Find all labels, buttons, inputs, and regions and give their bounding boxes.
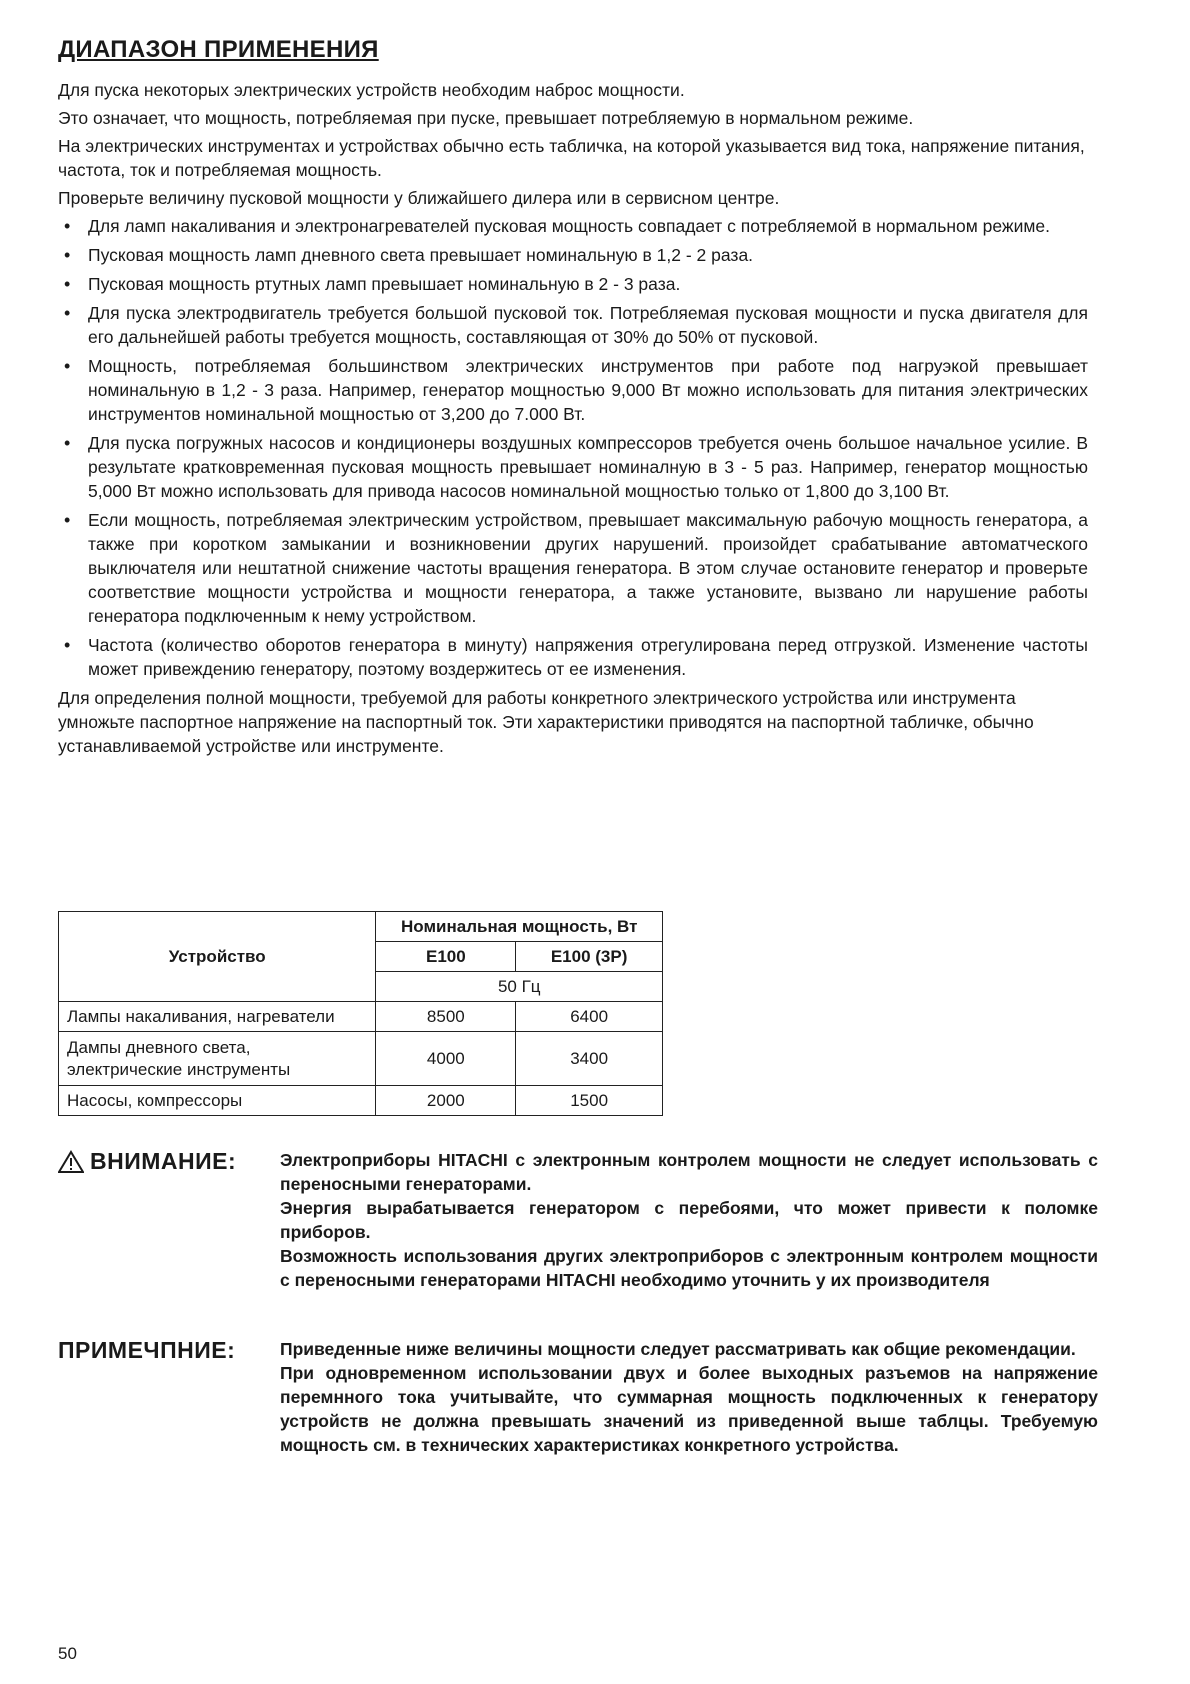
bullet-list	[58, 214, 1088, 681]
note-block	[58, 1337, 1098, 1457]
value-cell: 6400	[516, 1002, 663, 1032]
table-row	[59, 1086, 663, 1116]
value-cell: 3400	[516, 1032, 663, 1086]
value-cell: 4000	[376, 1032, 516, 1086]
bullet-item: • Мощность, потребляемая большинством электрических инструментов при работе под нагруэкой превышает номинальную в 1,2 - 3 раза. Например, генератор мощностью 9,000 Вт можно использовать для питания электрических инструментов номинальной мощностью от 3,200 до 7.000 Вт.	[58, 354, 1088, 426]
note-paragraph: При одновременном использовании двух и более выходных разъемов на напряжение перемнного тока учитывайте, что суммарная мощность подключенных к генератору устройств не должна превышать значений из приведенной выше таблцы. Требуемую мощность см. в технических характеристиках конкретного устройства.	[280, 1363, 1098, 1455]
value-cell: 2000	[376, 1086, 516, 1116]
model-header-e100: E100	[376, 942, 516, 972]
note-label-wrap	[58, 1337, 280, 1457]
warning-block	[58, 1148, 1098, 1292]
table-row	[59, 1032, 663, 1086]
value-cell: 1500	[516, 1086, 663, 1116]
warning-paragraph: Энергия вырабатывается генератором с перебоями, что может привести к поломке приборов.	[280, 1198, 1098, 1242]
model-header-e100-3p: E100 (3P)	[516, 942, 663, 972]
page-number: 50	[58, 1644, 77, 1663]
device-cell: Дампы дневного света, электрические инструменты	[59, 1032, 376, 1086]
table-row	[59, 1002, 663, 1032]
device-cell: Насосы, компрессоры	[59, 1086, 376, 1116]
intro-paragraph: Для пуска некоторых электрических устройств необходим наброс мощности.	[58, 80, 685, 100]
note-text	[280, 1337, 1098, 1457]
note-label: ПРИМЕЧПНИЕ:	[58, 1337, 236, 1363]
intro-paragraph: На электрических инструментах и устройствах обычно есть табличка, на которой указывается вид тока, напряжение питания, частота, ток и потребляемая мощность.	[58, 136, 1085, 180]
warning-text	[280, 1148, 1098, 1292]
note-paragraph: Приведенные ниже величины мощности следует рассматривать как общие рекомендации.	[280, 1339, 1076, 1359]
warning-label-wrap	[58, 1148, 280, 1292]
bullet-item: • Пусковая мощность ртутных ламп превышает номинальную в 2 - 3 раза.	[58, 272, 1088, 296]
power-header: Номинальная мощность, Вт	[376, 912, 663, 942]
value-cell: 8500	[376, 1002, 516, 1032]
warning-paragraph: Электроприборы HITACHI с электронным контролем мощности не следует использовать с переносными генераторами.	[280, 1150, 1098, 1194]
device-cell: Лампы накаливания, нагреватели	[59, 1002, 376, 1032]
closing-paragraph: Для определения полной мощности, требуемой для работы конкретного электрического устройства или инструмента умножьте паспортное напряжение на паспортный ток. Эти характеристики приводятся на паспортной табличке, обычно устанавливаемой устройстве или инструменте.	[58, 688, 1034, 756]
bullet-item: • Для пуска погружных насосов и кондиционеры воздушных компрессоров требуется очень большое начальное усилие. В результате кратковременная пусковая мощность превышает номиналную в 3 - 5 раз. Например, генератор мощностью 5,000 Вт можно использовать для привода насосов номинальной мощностью только от 1,800 до 3,100 Вт.	[58, 431, 1088, 503]
warning-triangle-icon	[58, 1150, 84, 1174]
frequency-cell: 50 Гц	[376, 972, 663, 1002]
power-table	[58, 911, 663, 1116]
page-title: ДИАПАЗОН ПРИМЕНЕНИЯ	[58, 36, 379, 63]
device-header: Устройство	[59, 912, 376, 1002]
bullet-item: • Пусковая мощность ламп дневного света превышает номинальную в 1,2 - 2 раза.	[58, 243, 1088, 267]
bullet-item: • Если мощность, потребляемая электрическим устройством, превышает максимальную рабочую мощность генератора, а также при коротком замыкании и возникновении других нарушений. произойдет срабатывание автоматческого выключателя или нештатной снижение частоты вращения генератора. В этом случае остановите генератор и проверьте соответствие мощности устройства и мощности генератора, а также установите, вызвано ли нарушение работы генератора подключенным к нему устройством.	[58, 508, 1088, 628]
intro-paragraph: Проверьте величину пусковой мощности у ближайшего дилера или в сервисном центре.	[58, 188, 780, 208]
warning-paragraph: Возможность использования других электроприборов с электронным контролем мощности с переносными генераторами HITACHI необходимо уточнить у их производителя	[280, 1246, 1098, 1290]
bullet-item: • Частота (количество оборотов генератора в минуту) напряжения отрегулирована перед отгрузкой. Изменение частоты может привеждению генератору, поэтому воздержитесь от ее изменения.	[58, 633, 1088, 681]
bullet-item: • Для ламп накаливания и электронагревателей пусковая мощность совпадает с потребляемой в нормальном режиме.	[58, 214, 1088, 238]
intro-paragraph: Это означает, что мощность, потребляемая при пуске, превышает потребляемую в нормальном режиме.	[58, 108, 914, 128]
bullet-item: • Для пуска электродвигатель требуется большой пусковой ток. Потребляемая пусковая мощности и пуска двигателя для его дальнейшей работы требуется мощность, составляющая от 30% до 50% от пусковой.	[58, 301, 1088, 349]
intro-section	[58, 78, 1088, 762]
warning-label: ВНИМАНИЕ:	[90, 1148, 237, 1174]
